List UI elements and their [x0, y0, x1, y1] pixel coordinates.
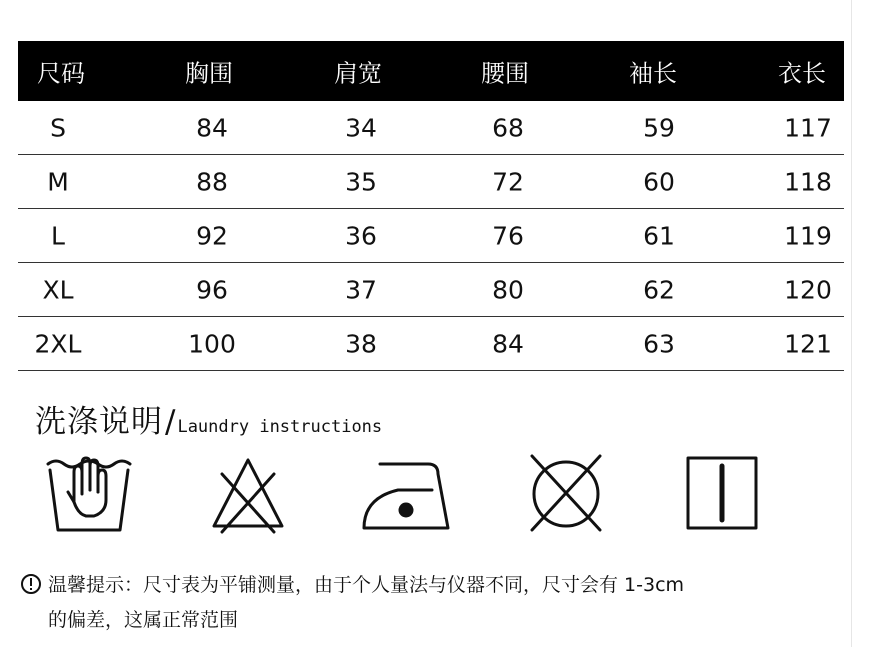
cell-chest: 96 — [196, 275, 228, 304]
cell-sleeve: 60 — [643, 167, 675, 196]
cell-shoulder: 35 — [345, 167, 377, 196]
iron-medium-heat-icon — [358, 450, 454, 536]
cell-shoulder: 36 — [345, 221, 377, 250]
cell-sleeve: 59 — [643, 113, 675, 142]
cell-chest: 84 — [196, 113, 228, 142]
cell-size: 2XL — [34, 329, 82, 358]
cell-length: 117 — [784, 113, 832, 142]
cell-waist: 80 — [492, 275, 524, 304]
cell-length: 121 — [784, 329, 832, 358]
cell-waist: 84 — [492, 329, 524, 358]
table-row — [18, 209, 844, 263]
cell-sleeve: 63 — [643, 329, 675, 358]
cell-length: 119 — [784, 221, 832, 250]
table-row — [18, 263, 844, 317]
cell-waist: 76 — [492, 221, 524, 250]
line-dry-icon — [684, 450, 760, 536]
size-notice — [20, 570, 840, 632]
table-header — [18, 41, 844, 101]
size-chart-table — [18, 41, 844, 371]
cell-shoulder: 38 — [345, 329, 377, 358]
cell-sleeve: 62 — [643, 275, 675, 304]
cell-waist: 72 — [492, 167, 524, 196]
header-sleeve: 袖长 — [629, 59, 677, 88]
header-shoulder: 肩宽 — [334, 59, 382, 88]
cell-length: 118 — [784, 167, 832, 196]
cell-chest: 92 — [196, 221, 228, 250]
table-row — [18, 101, 844, 155]
cell-shoulder: 34 — [345, 113, 377, 142]
do-not-tumble-dry-icon — [526, 450, 606, 536]
notice-line-1: 温馨提示：尺寸表为平铺测量，由于个人量法与仪器不同，尺寸会有 1-3cm — [48, 574, 685, 596]
header-waist: 腰围 — [481, 59, 529, 88]
table-row — [18, 317, 844, 371]
info-icon — [20, 573, 42, 595]
page-edge-rule — [851, 0, 852, 647]
laundry-title — [35, 396, 382, 441]
cell-waist: 68 — [492, 113, 524, 142]
cell-length: 120 — [784, 275, 832, 304]
cell-shoulder: 37 — [345, 275, 377, 304]
header-chest: 胸围 — [185, 59, 233, 88]
laundry-title-separator: / — [165, 404, 176, 440]
table-row — [18, 155, 844, 209]
laundry-title-en: Laundry instructions — [177, 417, 383, 437]
cell-size: XL — [42, 275, 74, 304]
cell-chest: 88 — [196, 167, 228, 196]
cell-size: S — [50, 113, 66, 142]
notice-line-2: 的偏差，这属正常范围 — [48, 609, 239, 631]
cell-size: M — [47, 167, 69, 196]
header-length: 衣长 — [778, 59, 826, 88]
cell-chest: 100 — [188, 329, 236, 358]
hand-wash-icon — [44, 450, 134, 536]
cell-sleeve: 61 — [643, 221, 675, 250]
laundry-title-cn: 洗涤说明 — [35, 404, 163, 440]
cell-size: L — [51, 221, 65, 250]
do-not-bleach-icon — [208, 450, 288, 536]
header-size: 尺码 — [37, 59, 85, 88]
